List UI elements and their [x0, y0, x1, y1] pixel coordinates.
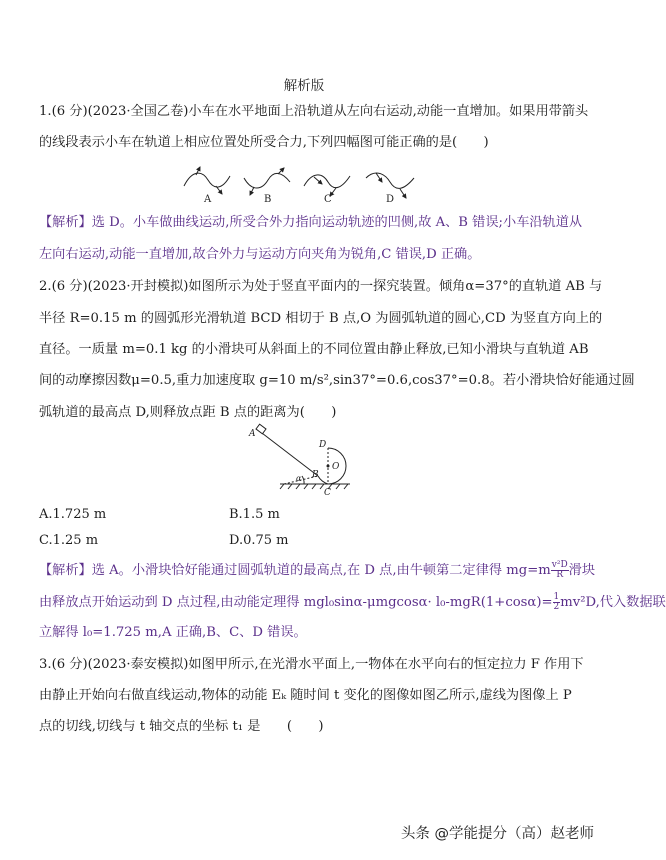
q2-answer-line1	[39, 561, 595, 580]
incline-track-ab	[258, 430, 318, 476]
q3-stem-line2: 由静止开始向右做直线运动,物体的动能 Eₖ 随时间 t 变化的图像如图乙所示,虚线为图像上 P	[39, 688, 572, 703]
q2-apparatus-figure	[244, 424, 374, 502]
q3-stem-line1: 3.(6 分)(2023·泰安模拟)如图甲所示,在光滑水平面上,一物体在水平向右的恒定拉力 F 作用下	[39, 657, 584, 672]
q2-label-o: O	[332, 462, 340, 472]
q1-figure-b	[244, 168, 290, 195]
q2-label-b: B	[312, 470, 319, 480]
q1-answer-line2: 左向右运动,动能一直增加,故合外力与运动方向夹角为锐角,C 错误,D 正确。	[39, 247, 481, 262]
q2-stem-line5: 弧轨道的最高点 D,则释放点距 B 点的距离为( )	[39, 405, 337, 420]
q2-answer-line2-tail: mv²D,代入数据联	[560, 595, 666, 610]
q2-label-c: C	[324, 488, 331, 498]
q2-label-alpha: α	[296, 474, 302, 483]
q1-label-a: A	[204, 194, 212, 205]
q1-label-b: B	[264, 194, 272, 205]
q2-option-c[interactable]: C.1.25 m	[39, 533, 99, 548]
q2-option-b[interactable]: B.1.5 m	[229, 507, 280, 522]
q1-figure-a	[184, 167, 230, 194]
alpha-arc	[302, 476, 304, 484]
q1-stem-line1: 1.(6 分)(2023·全国乙卷)小车在水平地面上沿轨道从左向右运动,动能一直增加。如果用带箭头	[39, 104, 589, 119]
q2-label-d: D	[319, 440, 327, 450]
slider-block	[256, 424, 266, 434]
source-watermark: 头条 @学能提分（高）赵老师	[400, 826, 594, 842]
q2-answer-line3: 立解得 l₀=1.725 m,A 正确,B、C、D 错误。	[39, 625, 307, 640]
fraction2-denominator: 2	[553, 602, 560, 612]
q2-option-a[interactable]: A.1.725 m	[39, 507, 107, 522]
fraction1-denominator: R	[556, 570, 564, 580]
ground-hatching	[280, 484, 348, 489]
q2-option-d[interactable]: D.0.75 m	[229, 533, 289, 548]
q1-answer-line1: 【解析】选 D。小车做曲线运动,所受合外力指向运动轨迹的凹侧,故 A、B 错误;小车沿轨道从	[39, 215, 583, 230]
q2-stem-line4: 间的动摩擦因数μ=0.5,重力加速度取 g=10 m/s²,sin37°=0.6,cos37°=0.8。若小滑块恰好能通过圆	[39, 373, 635, 388]
fraction2-numerator: 1	[553, 592, 560, 602]
q1-label-d: D	[386, 194, 395, 205]
q1-label-c: C	[324, 194, 332, 205]
q2-answer-line2	[39, 593, 666, 612]
q2-answer-fraction1	[551, 561, 569, 580]
fraction1-numerator: v²D	[551, 560, 568, 570]
q2-stem-line2: 半径 R=0.15 m 的圆弧形光滑轨道 BCD 相切于 B 点,O 为圆弧轨道的圆心,CD 为竖直方向上的	[39, 311, 603, 326]
q2-stem-line1: 2.(6 分)(2023·开封模拟)如图所示为处于竖直平面内的一探究装置。倾角α=37°的直轨道 AB 与	[39, 279, 603, 294]
q1-figure-c	[304, 175, 350, 196]
center-point-o	[327, 465, 330, 468]
q1-stem-line2: 的线段表示小车在轨道上相应位置处所受合力,下列四幅图可能正确的是( )	[39, 135, 489, 150]
q2-label-a: A	[249, 429, 256, 439]
q3-stem-line3: 点的切线,切线与 t 轴交点的坐标 t₁ 是 ( )	[39, 719, 324, 734]
q2-answer-line1-text: 【解析】选 A。小滑块恰好能通过圆弧轨道的最高点,在 D 点,由牛顿第二定律得 mg=m	[39, 563, 551, 578]
q2-stem-line3: 直径。一质量 m=0.1 kg 的小滑块可从斜面上的不同位置由静止释放,已知小滑块与直轨道 AB	[39, 342, 589, 357]
page-title: 解析版	[283, 78, 325, 94]
q2-answer-line2-text: 由释放点开始运动到 D 点过程,由动能定理得 mgl₀sinα-μmgcosα· l₀-mgR(1+cosα)=	[39, 595, 553, 610]
q1-track-figures	[178, 164, 428, 206]
q2-answer-line1-tail: 滑块	[568, 563, 596, 578]
